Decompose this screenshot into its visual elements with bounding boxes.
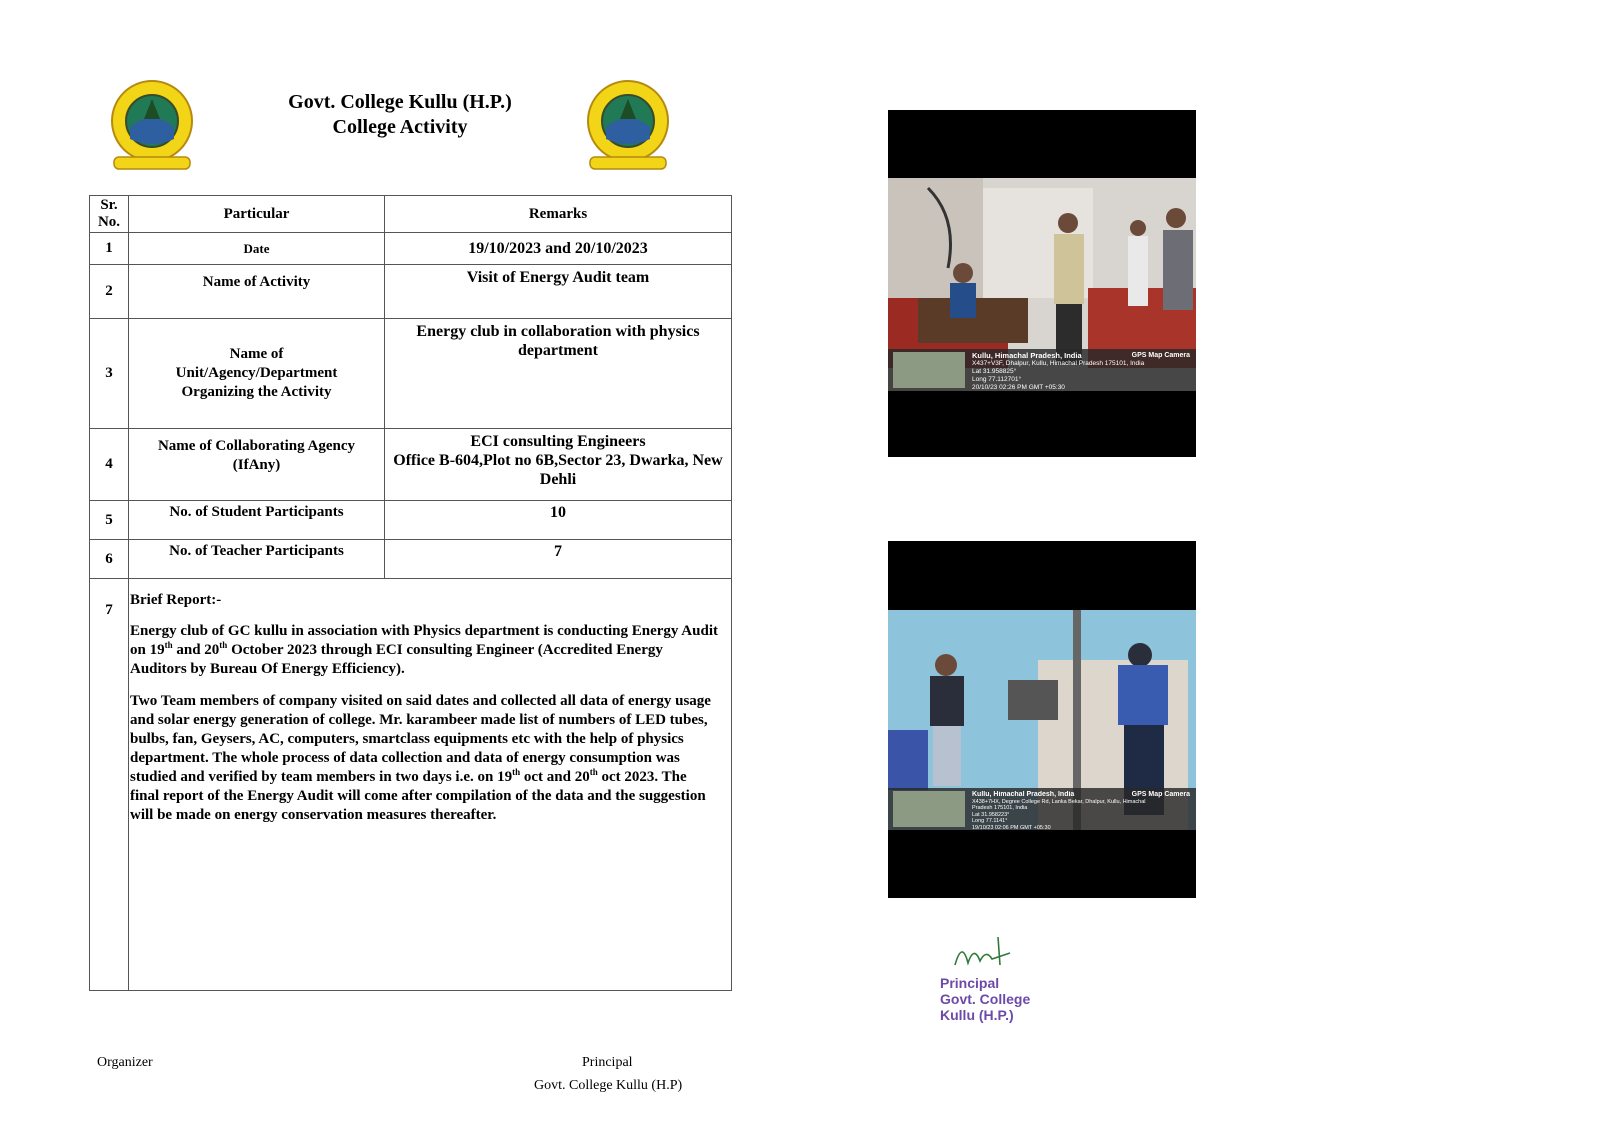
report-row: [90, 579, 732, 991]
principal-label: Principal: [582, 1055, 633, 1070]
row-particular: Date: [129, 233, 385, 265]
brief-report: [129, 579, 732, 991]
college-label: Govt. College Kullu (H.P): [534, 1078, 683, 1093]
table-row: [90, 429, 732, 501]
row-sr-no: 2: [90, 265, 129, 319]
gps-text: Kullu, Himachal Pradesh, India X438+7HX, Degree College Rd, Lanka Bekar, Dhalpur, Kullu, Himachal Pradesh 175101, India Lat 31.958223° Long 77.1141° 19/10/23 02:06 PM GMT +05:30: [972, 791, 1146, 830]
row-remarks: 10: [385, 501, 732, 540]
gps-map-thumbnail: [893, 352, 965, 388]
row-particular: Name of Unit/Agency/Department Organizing the Activity: [129, 319, 385, 429]
row-sr-no: 1: [90, 233, 129, 265]
row-sr-no: 5: [90, 501, 129, 540]
table-row: [90, 233, 732, 265]
table-row: [90, 501, 732, 540]
row-sr-no: 6: [90, 540, 129, 579]
row-sr-no: 7: [90, 579, 129, 991]
activity-photo-2: [888, 541, 1196, 898]
document-header: [240, 90, 560, 140]
table-header-row: [90, 196, 732, 233]
college-seal-left: [108, 79, 196, 175]
gps-text: Kullu, Himachal Pradesh, India X437+V3F, Dhalpur, Kullu, Himachal Pradesh 175101, India Lat 31.958825° Long 77.112701° 20/10/23 02:26 PM GMT +05:30: [972, 352, 1145, 391]
gps-camera-badge: GPS Map Camera: [1131, 791, 1190, 798]
row-remarks: [385, 429, 732, 501]
row-remarks: Visit of Energy Audit team: [385, 265, 732, 319]
table-row: [90, 540, 732, 579]
row-sr-no: 3: [90, 319, 129, 429]
principal-stamp: Principal Govt. College Kullu (H.P.): [940, 975, 1031, 1023]
gps-camera-badge: GPS Map Camera: [1131, 352, 1190, 359]
gps-overlay: [888, 788, 1196, 830]
report-title: Brief Report:-: [130, 592, 222, 608]
table-row: [90, 319, 732, 429]
document-subtitle: College Activity: [332, 116, 468, 138]
agency-name: ECI consulting Engineers: [470, 433, 646, 450]
row-remarks: Energy club in collaboration with physics department: [385, 319, 732, 429]
row-particular: Name of Activity: [129, 265, 385, 319]
row-particular: No. of Teacher Participants: [129, 540, 385, 579]
report-paragraph-2: Two Team members of company visited on said dates and collected all data of energy usage and solar energy generation of college. Mr. karambeer made list of numbers of LED tubes, bulbs, fan, Geysers, AC, computers, smartclass equipments etc with the help of physics department. The whole process of data collection and data of energy consumption was studied and verified by team members in two days i.e. on 19th oct and 20th oct 2023. The final report of the Energy Audit will come after compilation of the data and the suggestion will be made on energy conservation measures thereafter.: [130, 693, 711, 823]
report-paragraph-1: Energy club of GC kullu in association with Physics department is conducting Energy Audit on 19th and 20th October 2023 through ECI consulting Engineer (Accredited Energy Auditors by Bureau Of Energy Efficiency).: [130, 623, 718, 677]
header-particular: Particular: [129, 196, 385, 233]
row-particular: No. of Student Participants: [129, 501, 385, 540]
gps-overlay: [888, 349, 1196, 391]
activity-table: [89, 195, 732, 991]
row-sr-no: 4: [90, 429, 129, 501]
header-sr-no: Sr. No.: [90, 196, 129, 233]
gps-map-thumbnail: [893, 791, 965, 827]
activity-photo-1: [888, 110, 1196, 457]
row-remarks: 19/10/2023 and 20/10/2023: [385, 233, 732, 265]
principal-signature: [950, 935, 1020, 980]
table-row: [90, 265, 732, 319]
agency-address: Office B-604,Plot no 6B,Sector 23, Dwarka, New Dehli: [393, 452, 723, 488]
college-name: Govt. College Kullu (H.P.): [288, 91, 512, 113]
organizer-label: Organizer: [97, 1055, 153, 1070]
row-particular: Name of Collaborating Agency (IfAny): [129, 429, 385, 501]
header-remarks: Remarks: [385, 196, 732, 233]
row-remarks: 7: [385, 540, 732, 579]
college-seal-right: [584, 79, 672, 175]
